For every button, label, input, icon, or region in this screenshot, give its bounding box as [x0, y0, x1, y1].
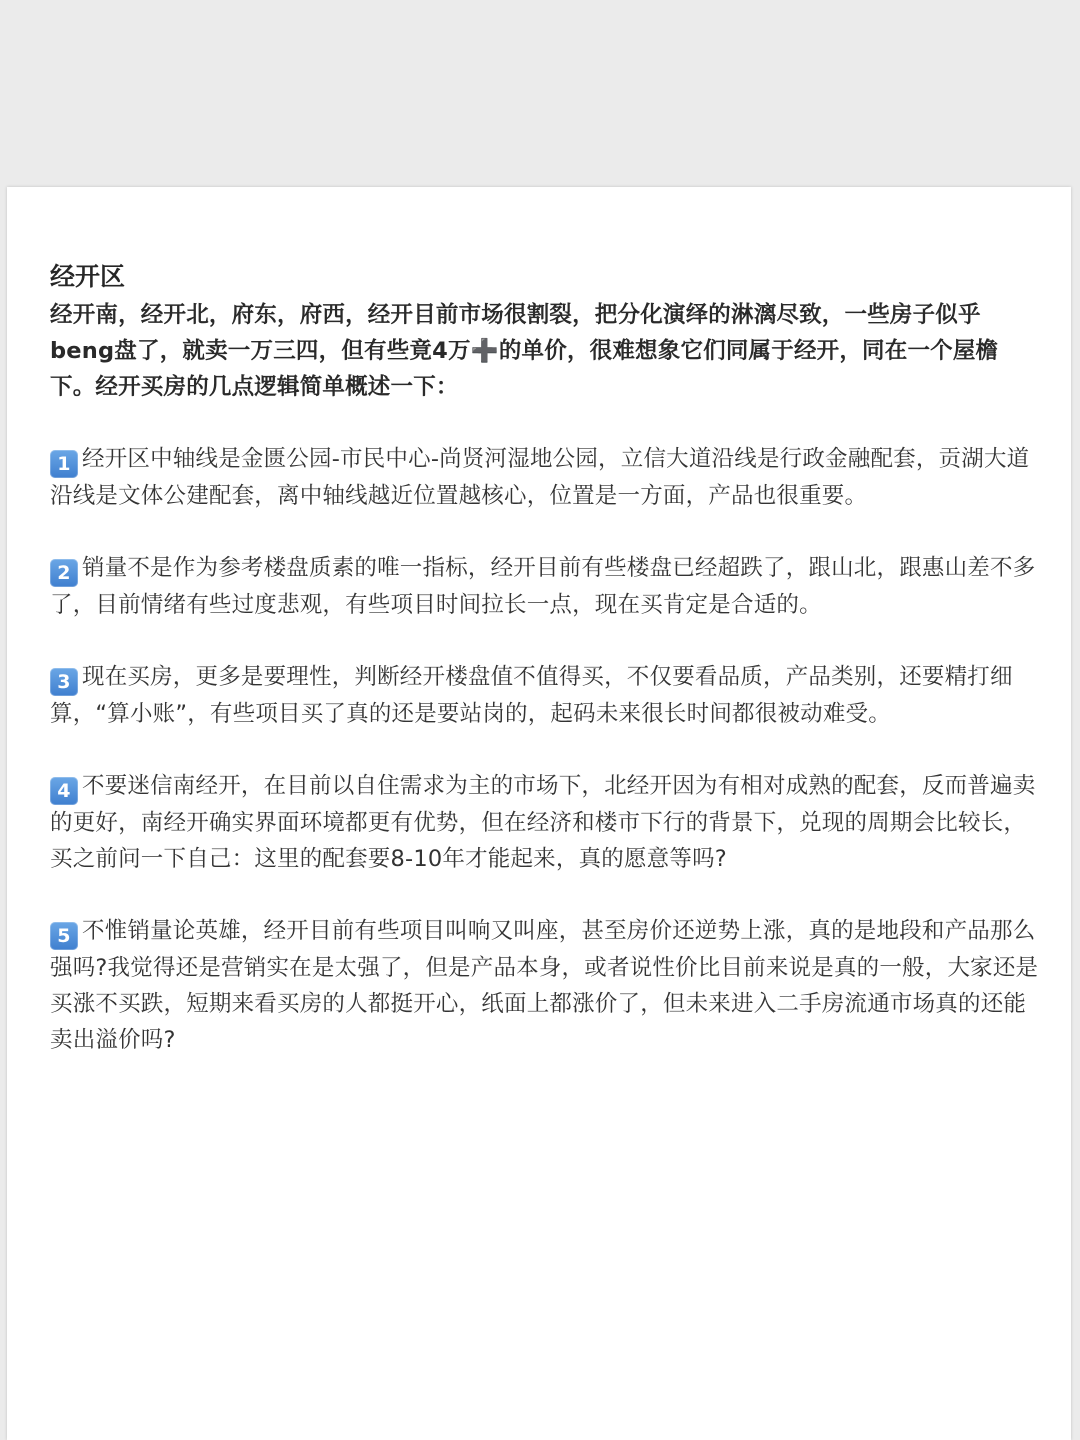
- document-content: [50, 257, 1040, 1094]
- list-item-2: [50, 550, 1040, 623]
- intro-paragraph: 经开南，经开北，府东，府西，经开目前市场很割裂，把分化演绎的淋漓尽致，一些房子似乎beng盘了，就卖一万三四，但有些竟4万➕的单价，很难想象它们同属于经开，同在一个屋檐下。经开买房的几点逻辑简单概述一下：: [50, 302, 999, 400]
- list-item-5: [50, 913, 1040, 1058]
- number-4-keycap-icon: 4: [50, 777, 78, 805]
- list-item-text: 销量不是作为参考楼盘质素的唯一指标，经开目前有些楼盘已经超跌了，跟山北，跟惠山差不多了，目前情绪有些过度悲观，有些项目时间拉长一点，现在买肯定是合适的。: [50, 555, 1036, 618]
- list-item-3: [50, 659, 1040, 732]
- list-item-text: 不惟销量论英雄，经开目前有些项目叫响又叫座，甚至房价还逆势上涨，真的是地段和产品那么强吗?我觉得还是营销实在是太强了，但是产品本身，或者说性价比目前来说是真的一般，大家还是买涨不买跌，短期来看买房的人都挺开心，纸面上都涨价了，但未来进入二手房流通市场真的还能卖出溢价吗?: [50, 918, 1039, 1053]
- document-title: 经开区: [50, 262, 126, 291]
- list-item-text: 不要迷信南经开，在目前以自住需求为主的市场下，北经开因为有相对成熟的配套，反而普遍卖的更好，南经开确实界面环境都更有优势，但在经济和楼市下行的背景下，兑现的周期会比较长，买之前问一下自己：这里的配套要8-10年才能起来，真的愿意等吗?: [50, 773, 1036, 872]
- number-3-keycap-icon: 3: [50, 668, 78, 696]
- list-item-text: 现在买房，更多是要理性，判断经开楼盘值不值得买，不仅要看品质，产品类别，还要精打细算，“算小账”，有些项目买了真的还是要站岗的，起码未来很长时间都很被动难受。: [50, 664, 1013, 727]
- number-5-keycap-icon: 5: [50, 922, 78, 950]
- number-1-keycap-icon: 1: [50, 450, 78, 478]
- list-item-4: [50, 768, 1040, 877]
- list-item-1: [50, 441, 1040, 514]
- document-card: [7, 187, 1071, 1440]
- list-item-text: 经开区中轴线是金匮公园-市民中心-尚贤河湿地公园，立信大道沿线是行政金融配套，贡湖大道沿线是文体公建配套，离中轴线越近位置越核心，位置是一方面，产品也很重要。: [50, 446, 1030, 509]
- number-2-keycap-icon: 2: [50, 559, 78, 587]
